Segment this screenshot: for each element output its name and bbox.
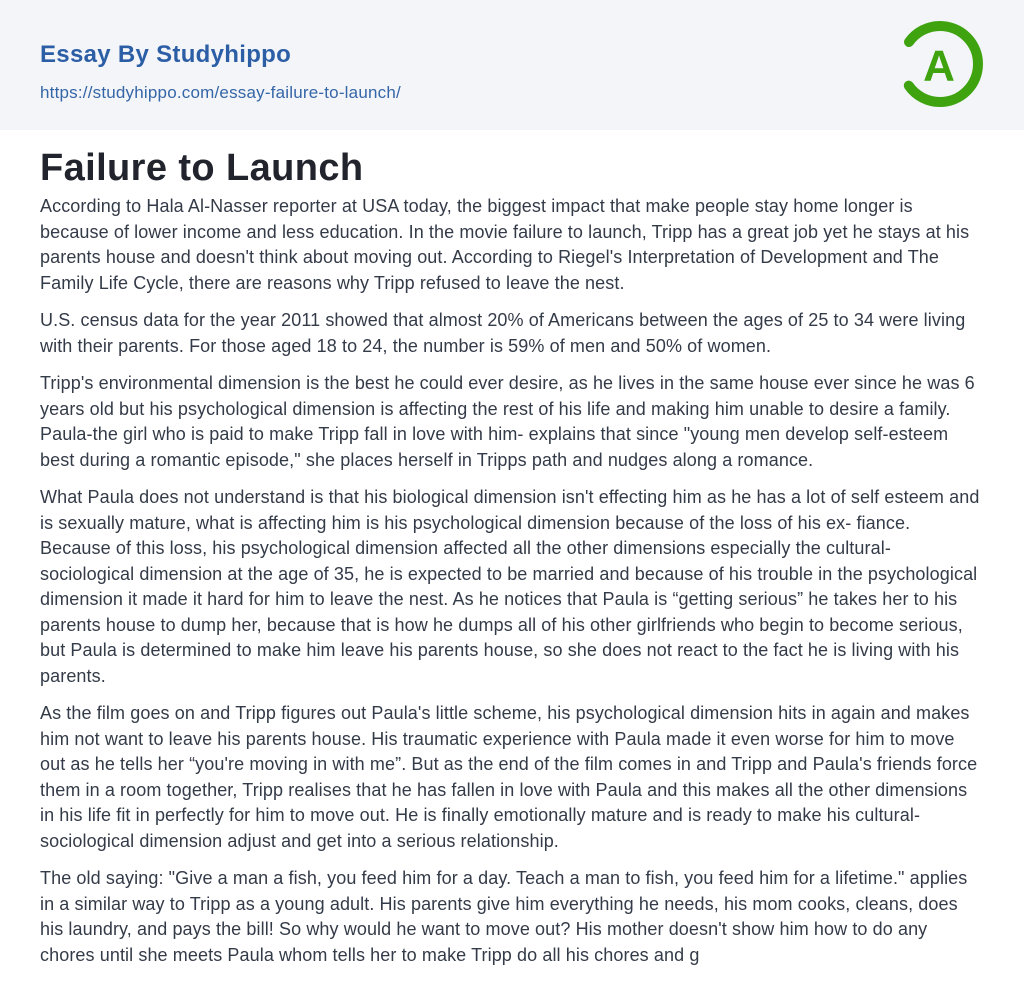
essay-paragraph: The old saying: "Give a man a fish, you feed him for a day. Teach a man to fish, you feed him for a lifetime." applies in a similar way to Tripp as a young adult. His parents give him everything he needs, his mom cooks, cleans, does his laundry, and pays the bill! So why would he want to move out? His mother doesn't show him how to do any chores until she meets Paula whom tells her to make Tripp do all his chores and g	[40, 868, 968, 965]
essay-content	[0, 130, 1024, 968]
essay-paragraph: As the film goes on and Tripp figures out Paula's little scheme, his psychological dimension hits in again and makes him not want to leave his parents house. His traumatic experience with Paula made it even worse for him to move out as he tells her “you're moving in with me”. But as the end of the film comes in and Tripp and Paula's friends force them in a room together, Tripp realises that he has fallen in love with Paula and this makes all the other dimensions in his life fit in perfectly for him to move out. He is finally emotionally mature and is ready to make his cultural-sociological dimension adjust and get into a serious relationship.	[40, 703, 978, 851]
site-title: Essay By Studyhippo	[40, 41, 292, 68]
essay-title: Failure to Launch	[40, 147, 364, 189]
logo-letter: A	[923, 41, 955, 91]
essay-paragraph: According to Hala Al-Nasser reporter at USA today, the biggest impact that make people stay home longer is because of lower income and less education. In the movie failure to launch, Tripp has a great job yet he stays at his parents house and doesn't think about moving out. According to Riegel's Interpretation of Development and The Family Life Cycle, there are reasons why Tripp refused to leave the nest.	[40, 196, 970, 293]
essay-paragraph: What Paula does not understand is that his biological dimension isn't effecting him as he has a lot of self esteem and is sexually mature, what is affecting him is his psychological dimension because of the loss of his ex- fiance. Because of this loss, his psychological dimension affected all the other dimensions especially the cultural-sociological dimension at the age of 35, he is expected to be married and because of his trouble in the psychological dimension it made it hard for him to leave the nest. As he notices that Paula is “getting serious” he takes her to his parents house to dump her, because that is how he dumps all of his other girlfriends who begin to become serious, but Paula is determined to make him leave his parents house, so she does not react to the fact he is living with his parents.	[40, 487, 980, 686]
essay-paragraph: Tripp's environmental dimension is the best he could ever desire, as he lives in the same house ever since he was 6 years old but his psychological dimension is affecting the rest of his life and making him unable to desire a family. Paula-the girl who is paid to make Tripp fall in love with him- explains that since "young men develop self-esteem best during a romantic episode," she places herself in Tripps path and nudges along a romance.	[40, 373, 975, 470]
source-url-link[interactable]: https://studyhippo.com/essay-failure-to-launch/	[40, 83, 401, 102]
essay-paragraph: U.S. census data for the year 2011 showed that almost 20% of Americans between the ages of 25 to 34 were living with their parents. For those aged 18 to 24, the number is 59% of men and 50% of women.	[40, 310, 966, 356]
logo-circle-icon	[896, 20, 984, 108]
header-text-block	[40, 27, 401, 103]
page-header	[0, 0, 1024, 130]
essay-body	[40, 194, 984, 968]
studyhippo-logo[interactable]	[896, 20, 984, 108]
